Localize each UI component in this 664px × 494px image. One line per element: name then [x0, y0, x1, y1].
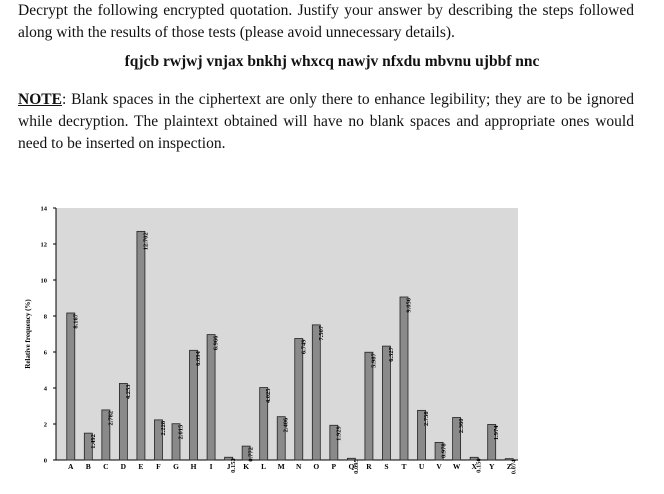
bar-value-label: 0.150 [475, 458, 483, 473]
bar-value-label: 5.987 [370, 353, 378, 368]
bar-value-label: 8.167 [72, 313, 80, 329]
x-tick-label: Y [488, 462, 495, 471]
x-tick-label: Z [506, 462, 512, 471]
x-tick-label: B [85, 462, 91, 471]
bar-value-label: 4.253 [124, 384, 132, 400]
y-tick-label: 6 [43, 349, 47, 357]
bar-value-label: 1.492 [89, 434, 97, 449]
bar-value-label: 2.015 [177, 424, 185, 440]
bar-I [207, 335, 215, 460]
note-label: NOTE [18, 91, 62, 108]
bar-value-label: 6.094 [195, 351, 203, 366]
x-tick-label: M [277, 462, 285, 471]
x-tick-label: V [436, 462, 442, 471]
instructions-paragraph: Decrypt the following encrypted quotation. Justify your answer by describing the steps followed along with the results of those tests (please avoid unnecessary details). [18, 2, 634, 41]
x-tick-label: J [226, 462, 231, 471]
ciphertext: fqjcb rwjwj vnjax bnkhj whxcq nawjv nfxdu mbvnu ujbbf nnc [124, 53, 540, 70]
bar-value-label: 2.406 [282, 417, 290, 433]
bar-O [312, 325, 320, 460]
x-tick-label: X [471, 462, 477, 471]
bar-value-label: 12.702 [142, 232, 150, 251]
bar-value-label: 0.772 [247, 447, 255, 462]
bar-value-label: 7.507 [317, 325, 325, 341]
x-tick-label: A [68, 462, 74, 471]
x-tick-label: F [156, 462, 161, 471]
note-paragraph [18, 89, 634, 155]
y-axis-label: Relative frequency (%) [24, 299, 32, 369]
x-tick-label: H [190, 462, 197, 471]
x-tick-label: E [138, 462, 144, 471]
x-tick-label: I [209, 462, 213, 471]
bar-value-label: 1.929 [335, 426, 343, 441]
x-tick-label: L [261, 462, 267, 471]
letter-frequency-chart [18, 196, 528, 476]
x-tick-label: G [173, 462, 179, 471]
bar-value-label: 9.056 [405, 297, 413, 313]
bar-value-label: 2.782 [107, 410, 115, 426]
y-tick-label: 12 [40, 241, 47, 249]
bar-value-label: 6.327 [387, 347, 395, 362]
x-tick-label: W [452, 462, 461, 471]
x-tick-label: T [401, 462, 407, 471]
bar-value-label: 2.228 [159, 420, 167, 436]
bar-S [382, 346, 390, 460]
x-tick-label: P [331, 462, 337, 471]
x-tick-label: D [120, 462, 127, 471]
y-tick-label: 14 [40, 205, 47, 213]
bar-value-label: 2.360 [458, 418, 466, 434]
bar-N [295, 339, 303, 460]
bar-T [400, 297, 408, 460]
x-tick-label: N [296, 462, 302, 471]
y-tick-label: 0 [43, 457, 47, 465]
x-tick-label: R [366, 462, 372, 471]
x-tick-label: S [384, 462, 389, 471]
y-tick-label: 2 [43, 421, 47, 429]
bar-A [67, 313, 75, 460]
note-text: : Blank spaces in the ciphertext are only there to enhance legibility; they are to be ignored while decryption. The plaintext obtained will have no blank spaces and appropriate ones would need to be inserted on inspection. [18, 91, 634, 152]
bar-value-label: 6.749 [300, 339, 308, 355]
x-tick-label: Q [348, 462, 355, 471]
x-tick-label: C [103, 462, 109, 471]
bar-value-label: 4.025 [265, 388, 273, 404]
bar-value-label: 6.966 [212, 335, 220, 351]
bar-value-label: 0.074 [510, 459, 518, 475]
x-tick-label: U [418, 462, 425, 471]
bar-value-label: 1.974 [493, 425, 501, 441]
y-tick-label: 4 [43, 385, 47, 393]
bar-value-label: 2.758 [423, 411, 431, 426]
bar-value-label: 0.978 [440, 443, 448, 459]
y-tick-label: 8 [43, 313, 47, 321]
bar-E [137, 231, 145, 460]
bar-value-label: 0.095 [352, 459, 360, 474]
bar-value-label: 0.153 [230, 458, 238, 473]
x-tick-label: K [243, 462, 250, 471]
x-tick-label: O [313, 462, 320, 471]
y-tick-label: 10 [40, 277, 47, 285]
